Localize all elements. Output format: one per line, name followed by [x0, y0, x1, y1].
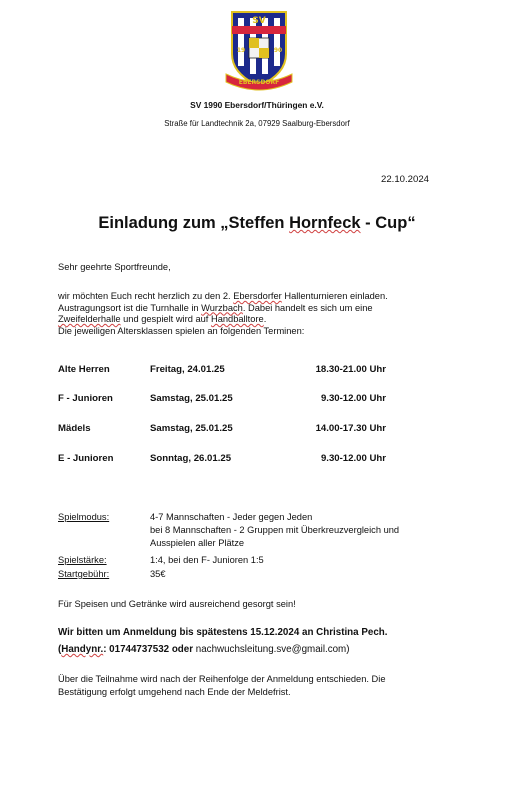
startgebuehr-value: 35€ — [150, 569, 166, 579]
schedule-row: E - Junioren Sonntag, 26.01.25 9.30-12.00 Uhr — [58, 453, 386, 464]
spielmodus-label: Spielmodus: — [58, 512, 110, 522]
spielmodus-value: 4-7 Mannschaften - Jeder gegen Jeden bei 8 Mannschaften - 2 Gruppen mit Überkreuzvergleich und Ausspielen aller Plätze — [150, 512, 400, 548]
registration-deadline: Wir bitten um Anmeldung bis spätestens 15.12.2024 an Christina Pech. — [58, 627, 388, 638]
startgebuehr-label: Startgebühr: — [58, 569, 110, 579]
letter-date: 22.10.2024 — [380, 174, 429, 185]
spielstaerke-label: Spielstärke: — [58, 555, 107, 565]
schedule-row: F - Junioren Samstag, 25.01.25 9.30-12.00 Uhr — [58, 393, 386, 404]
svg-text:90: 90 — [273, 47, 283, 54]
svg-text:SV: SV — [252, 16, 266, 26]
food-note: Für Speisen und Getränke wird ausreichend gesorgt sein! — [58, 599, 296, 609]
intro-paragraph: wir möchten Euch recht herzlich zu den 2. Ebersdorfer Hallenturnieren einladen. Austragungsort ist die Turnhalle in Wurzbach. Dabei handelt es sich um eine Zweifelderhalle und gespielt wird auf Handballtore. Die jeweiligen Altersklassen spielen an folgenden Terminen: — [58, 291, 388, 336]
title-name: Hornfeck — [289, 214, 361, 232]
schedule-row: Alte Herren Freitag, 24.01.25 18.30-21.00 Uhr — [58, 364, 386, 375]
svg-text:19: 19 — [236, 47, 246, 54]
club-crest-logo — [222, 8, 296, 92]
spielstaerke-value: 1:4, bei den F- Junioren 1:5 — [150, 555, 264, 565]
registration-contact: (Handynr.: 01744737532 oder nachwuchsleitung.sve@gmail.com) — [58, 644, 350, 655]
svg-text:EBERSDORF: EBERSDORF — [238, 79, 280, 86]
greeting: Sehr geehrte Sportfreunde, — [58, 262, 171, 272]
club-address: Straße für Landtechnik 2a, 07929 Saalburg-Ebersdorf — [164, 119, 350, 128]
club-name: SV 1990 Ebersdorf/Thüringen e.V. — [190, 100, 324, 110]
page-title: Einladung zum „Steffen Hornfeck - Cup“ — [98, 214, 416, 232]
schedule-row: Mädels Samstag, 25.01.25 14.00-17.30 Uhr — [58, 423, 386, 434]
contact-email: nachwuchsleitung.sve@gmail.com) — [193, 644, 350, 655]
closing-paragraph: Über die Teilnahme wird nach der Reihenfolge der Anmeldung entschieden. Die Bestätigung erfolgt umgehend nach Ende der Meldefrist. — [58, 674, 386, 697]
